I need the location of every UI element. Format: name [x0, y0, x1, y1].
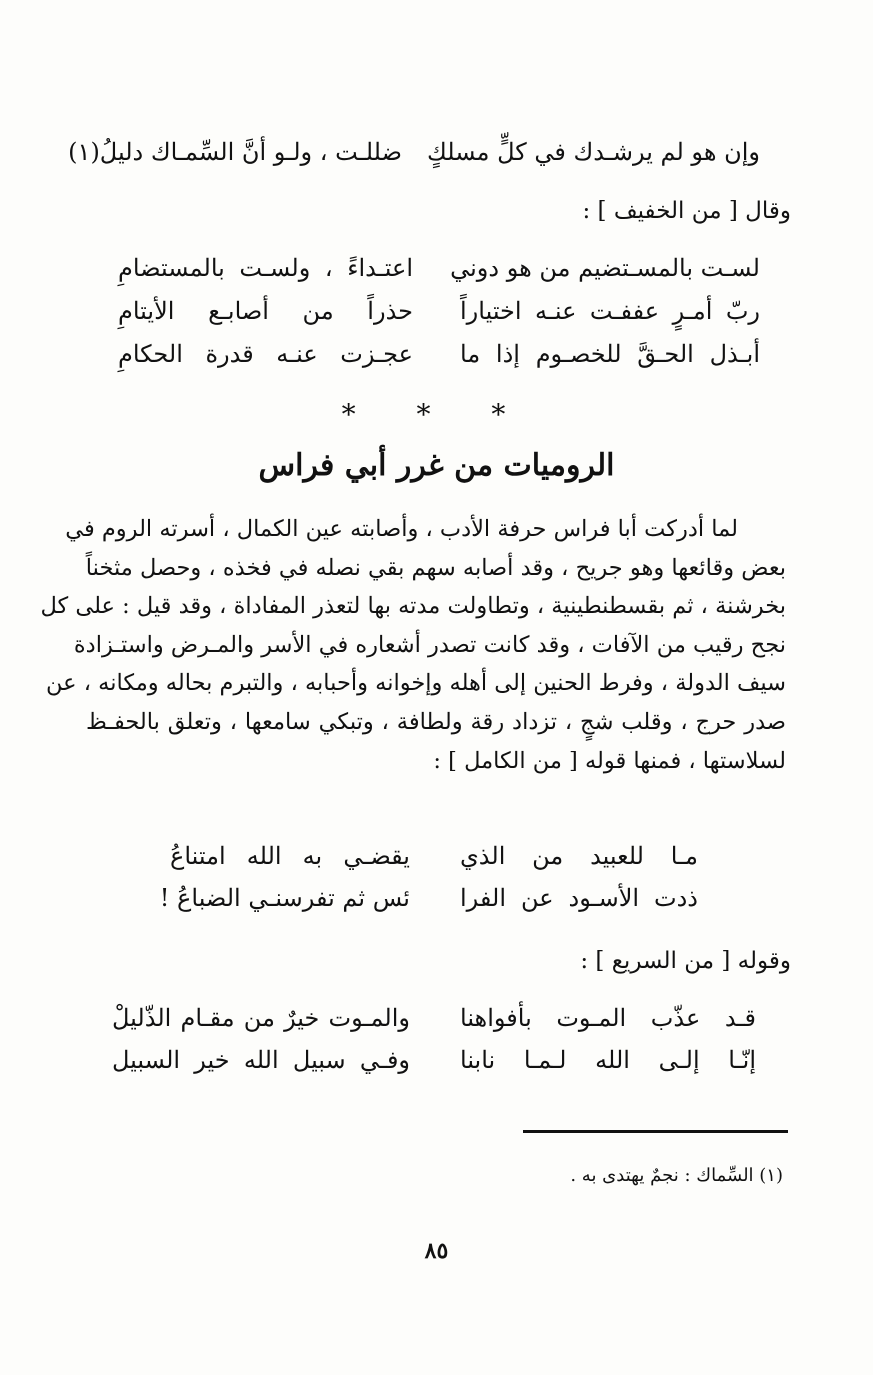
section-title: الروميات من غرر أبي فراس	[258, 448, 615, 483]
verse-hemistich-left: والمـوت خيرٌ من مقـام الذّليلْ	[112, 1004, 410, 1032]
verse-hemistich-right: إنّـا إلـى الله لـمـا نابنا	[460, 1046, 756, 1074]
section-separator: * * *	[341, 398, 532, 431]
paragraph-line: صدر حرج ، وقلب شجٍ ، تزداد رقة ولطافة ، وتبكي سامعها ، وتعلق بالحفـظ	[86, 708, 786, 735]
paragraph-line: سيف الدولة ، وفرط الحنين إلى أهله وإخوانه وأحبابه ، والتبرم بحاله ومكانه ، عن	[46, 670, 786, 697]
verse-hemistich-left: عجـزت عنـه قدرة الحكامِ	[118, 340, 413, 368]
verse-hemistich-left: يقضـي به الله امتناعُ	[170, 842, 410, 870]
verse-hemistich-left: ئس ثم تفرسنـي الضباعُ !	[159, 884, 410, 912]
verse-hemistich-right: وإن هو لم يرشـدك في كلٍّ مسلكٍ	[427, 138, 760, 166]
paragraph-line: لما أدركت أبا فراس حرفة الأدب ، وأصابته عين الكمال ، أسرته الروم في	[65, 516, 738, 542]
verse-hemistich-right: قـد عذّب المـوت بأفواهنا	[460, 1004, 756, 1032]
paragraph-line: لسلاستها ، فمنها قوله [ من الكامل ] :	[433, 747, 786, 774]
verse-hemistich-right: ربّ أمـرٍ عففـت عنـه اختياراً	[460, 297, 760, 325]
body-paragraph	[40, 510, 786, 780]
paragraph-line: بخرشنة ، ثم بقسطنطينية ، وتطاولت مدته بها لتعذر المفاداة ، وقد قيل : على كل	[40, 593, 786, 620]
page-number: ٨٥	[424, 1238, 449, 1264]
verse-hemistich-left: وفـي سبيل الله خير السبيل	[112, 1046, 410, 1074]
verse-hemistich-right: مـا للعبيد من الذي	[460, 842, 698, 870]
verse-hemistich-right: لسـت بالمسـتضيم من هو دوني	[450, 254, 760, 282]
paragraph-line: بعض وقائعها وهو جريح ، وقد أصابه سهم بقي نصله في فخذه ، وحصل مثخناً	[85, 554, 786, 581]
verse-hemistich-right: أبـذل الحـقَّ للخصـوم إذا ما	[460, 340, 760, 368]
verse-hemistich-left: حذراً من أصابـع الأيتامِ	[118, 297, 413, 325]
verse-hemistich-left: ضللـت ، ولـو أنَّ السِّمـاك دليلُ(١)	[68, 138, 402, 166]
meter-intro-khafif: وقال [ من الخفيف ] :	[582, 198, 791, 224]
verse-hemistich-right: ذدت الأسـود عن الفرا	[460, 884, 698, 912]
footnote-divider	[523, 1130, 788, 1133]
meter-intro-sari: وقوله [ من السريع ] :	[580, 948, 791, 974]
footnote: (١) السِّماك : نجمٌ يهتدى به .	[570, 1165, 783, 1186]
paragraph-line: نجح رقيب من الآفات ، وقد كانت تصدر أشعاره في الأسر والمـرض واستـزادة	[73, 631, 786, 658]
verse-hemistich-left: اعتـداءً ، ولسـت بالمستضامِ	[118, 254, 413, 282]
